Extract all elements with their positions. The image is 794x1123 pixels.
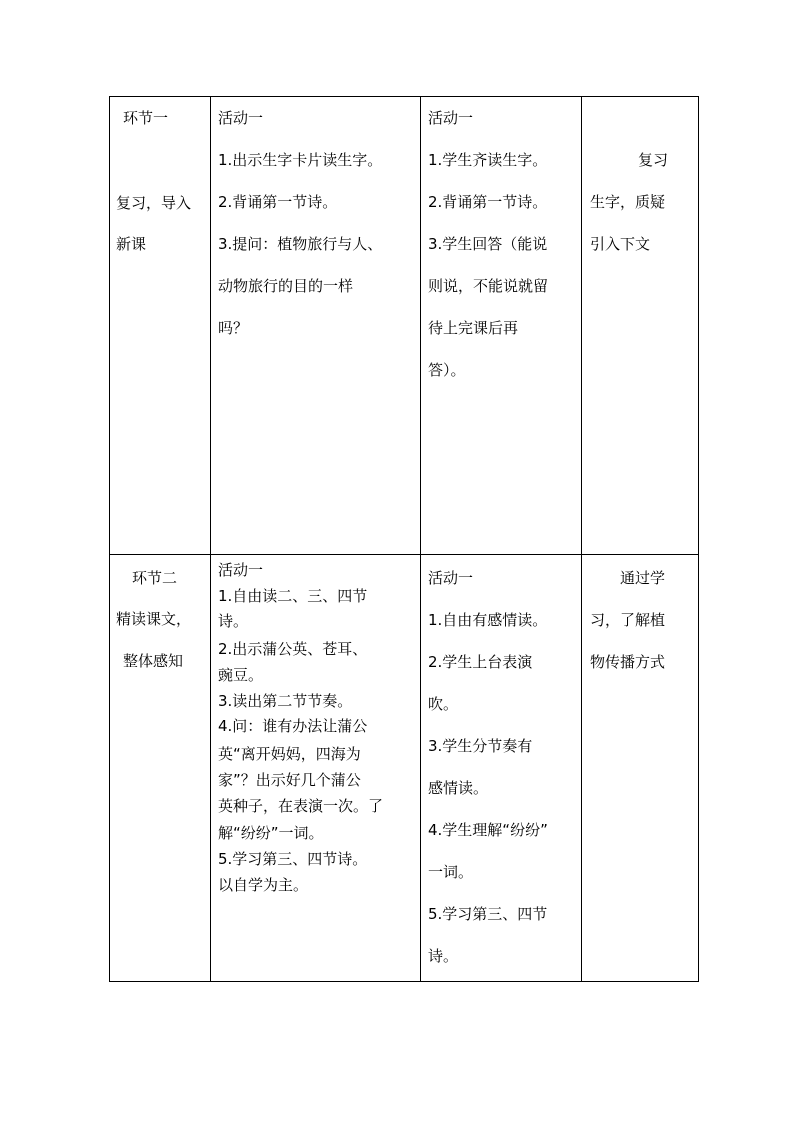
teacher-activity-line: 1.出示生字卡片读生字。	[218, 151, 383, 169]
design-intent-line: 复习	[638, 151, 669, 169]
student-activity-line: 吹。	[428, 695, 459, 713]
student-activity-cell	[421, 97, 582, 555]
teacher-activity-line: 英种子，在表演一次。了	[218, 797, 384, 815]
design-intent-line: 物传播方式	[590, 653, 666, 671]
stage-cell	[110, 97, 211, 555]
student-activity-line: 一词。	[428, 863, 474, 881]
student-activity-line: 感情读。	[428, 779, 489, 797]
design-intent-line: 通过学	[620, 569, 666, 587]
stage-title: 环节二	[132, 569, 178, 587]
student-activity-line: 则说，不能说就留	[428, 277, 549, 295]
student-activity-line: 活动一	[428, 109, 474, 127]
student-activity-line: 1.自由有感情读。	[428, 611, 548, 629]
table-row	[110, 97, 699, 555]
teacher-activity-line: 3.读出第二节节奏。	[218, 692, 353, 710]
stage-title: 环节一	[123, 109, 169, 127]
teacher-activity-line: 5.学习第三、四节诗。	[218, 850, 368, 868]
student-activity-line: 2.学生上台表演	[428, 653, 533, 671]
teacher-activity-line: 家”？出示好几个蒲公	[218, 771, 361, 789]
stage-subtitle-line: 整体感知	[123, 652, 184, 670]
design-intent-line: 生字，质疑	[590, 193, 666, 211]
teacher-activity-line: 吗？	[218, 319, 249, 337]
stage-subtitle-line: 精读课文，	[116, 610, 192, 628]
teacher-activity-line: 活动一	[218, 561, 264, 579]
student-activity-line: 2.背诵第一节诗。	[428, 193, 548, 211]
table-row	[110, 555, 699, 982]
design-intent-line: 引入下文	[590, 235, 651, 253]
design-intent-cell	[582, 97, 699, 555]
teacher-activity-line: 解“纷纷”一词。	[218, 824, 324, 842]
teacher-activity-cell	[211, 555, 421, 982]
teacher-activity-line: 2.背诵第一节诗。	[218, 193, 338, 211]
teacher-activity-cell	[211, 97, 421, 555]
lesson-plan-table	[109, 96, 699, 982]
stage-cell	[110, 555, 211, 982]
teacher-activity-line: 3.提问：植物旅行与人、	[218, 235, 383, 253]
student-activity-line: 诗。	[428, 947, 459, 965]
teacher-activity-line: 2.出示蒲公英、苍耳、	[218, 640, 368, 658]
design-intent-cell	[582, 555, 699, 982]
teacher-activity-line: 4.问：谁有办法让蒲公	[218, 717, 368, 735]
student-activity-line: 4.学生理解“纷纷”	[428, 821, 548, 839]
design-intent-line: 习，了解植	[590, 611, 666, 629]
teacher-activity-line: 1.自由读二、三、四节	[218, 587, 368, 605]
student-activity-line: 3.学生回答（能说	[428, 235, 548, 253]
teacher-activity-line: 动物旅行的目的一样	[218, 277, 354, 295]
student-activity-cell	[421, 555, 582, 982]
student-activity-line: 5.学习第三、四节	[428, 905, 548, 923]
student-activity-line: 3.学生分节奏有	[428, 737, 533, 755]
student-activity-line: 答）。	[428, 361, 466, 379]
student-activity-line: 1.学生齐读生字。	[428, 151, 548, 169]
student-activity-line: 待上完课后再	[428, 319, 519, 337]
stage-subtitle-line: 新课	[116, 235, 147, 253]
teacher-activity-line: 活动一	[218, 109, 264, 127]
teacher-activity-line: 以自学为主。	[218, 876, 309, 894]
stage-subtitle-line: 复习，导入	[116, 194, 192, 212]
teacher-activity-line: 英“离开妈妈，四海为	[218, 745, 361, 763]
teacher-activity-line: 豌豆。	[218, 666, 264, 684]
teacher-activity-line: 诗。	[218, 612, 249, 630]
student-activity-line: 活动一	[428, 569, 474, 587]
